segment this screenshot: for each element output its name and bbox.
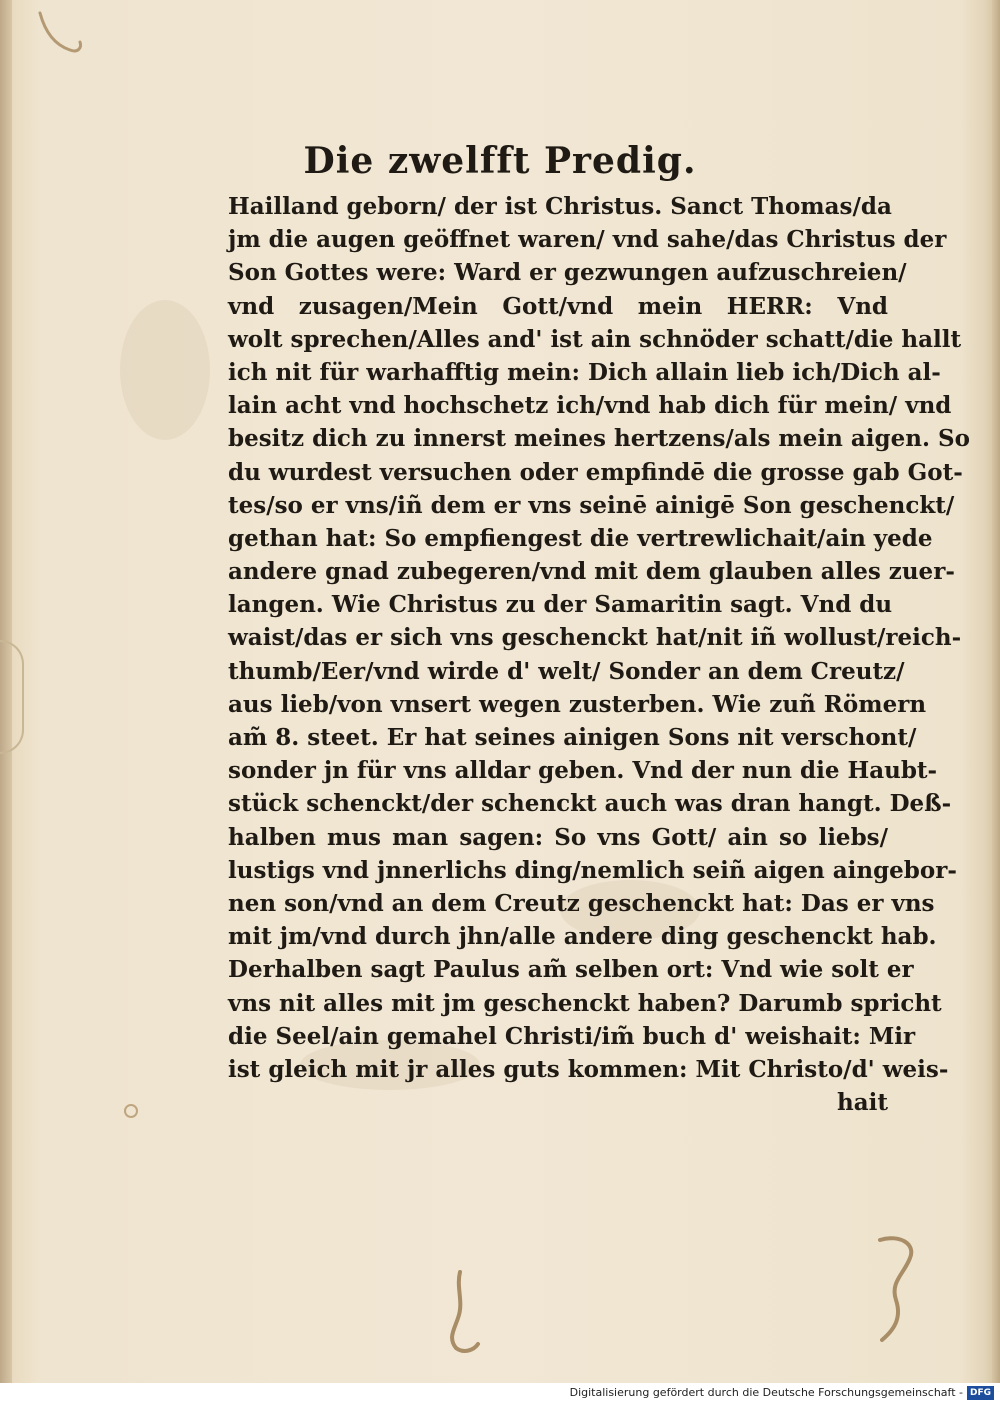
text-line: tes/so er vns/iñ dem er vns seinē ainigē Son geschenckt/: [228, 491, 955, 519]
text-line: ist gleich mit jr alles guts kommen: Mit Christo/d' weis-: [228, 1055, 949, 1083]
text-line: vnd zusagen/Mein Gott/vnd mein HERR: Vnd: [228, 292, 888, 320]
text-line: am̃ 8. steet. Er hat seines ainigen Sons nit verschont/: [228, 724, 917, 751]
text-line: thumb/Eer/vnd wirde d' welt/ Sonder an dem Creutz/: [228, 657, 905, 685]
running-title: Die zwelfft Predig.: [303, 140, 697, 182]
text-line: sonder jn für vns alldar geben. Vnd der nun die Haubt-: [228, 757, 938, 785]
page-right-edge: [992, 0, 1000, 1383]
text-line: die Seel/ain gemahel Christi/im̃ buch d' weishait: Mir: [228, 1022, 916, 1050]
text-line: Hailland geborn/ der ist Christus. Sanct Thomas/da: [228, 193, 892, 220]
text-line: du wurdest versuchen oder empfindē die grosse gab Got-: [228, 458, 963, 486]
worm-hole-icon: [116, 1096, 146, 1126]
text-line: jm die augen geöffnet waren/ vnd sahe/das Christus der: [228, 226, 947, 254]
paper-stain: [120, 300, 210, 440]
text-line: lain acht vnd hochschetz ich/vnd hab dich für mein/ vnd: [228, 392, 952, 420]
text-line: Derhalben sagt Paulus am̃ selben ort: Vnd wie solt er: [228, 956, 914, 984]
text-line: waist/das er sich vns geschenckt hat/nit iñ wollust/reich-: [228, 624, 962, 652]
funding-credit: Digitalisierung gefördert durch die Deutsche Forschungsgemeinschaft -: [569, 1386, 963, 1399]
text-line: vns nit alles mit jm geschenckt haben? Darumb spricht: [228, 989, 942, 1017]
text-line: mit jm/vnd durch jhn/alle andere ding geschenckt hab.: [228, 923, 937, 951]
text-line: wolt sprechen/Alles and' ist ain schnöder schatt/die hallt: [228, 325, 962, 353]
text-line: Son Gottes were: Ward er gezwungen aufzuschreien/: [228, 259, 907, 287]
text-line: halben mus man sagen: So vns Gott/ ain so liebs/: [228, 823, 888, 851]
dfg-logo: DFG: [967, 1386, 994, 1400]
worm-hole-icon: [860, 1230, 940, 1350]
text-line: andere gnad zubegeren/vnd mit dem glauben alles zuer-: [228, 558, 955, 586]
text-line: gethan hat: So empfiengest die vertrewlichait/ain yede: [228, 524, 933, 552]
text-line: stück schenckt/der schenckt auch was dran hangt. Deß-: [228, 790, 952, 818]
catchword: hait: [837, 1089, 888, 1117]
worm-hole-icon: [30, 8, 90, 58]
text-line: ich nit für warhafftig mein: Dich allain lieb ich/Dich al-: [228, 358, 941, 386]
text-line: besitz dich zu innerst meines hertzens/als mein aigen. So: [228, 425, 970, 453]
text-line: nen son/vnd an dem Creutz geschenckt hat: Das er vns: [228, 889, 935, 917]
footer-bar: [0, 1383, 1000, 1403]
body-text: [228, 190, 970, 1119]
worm-hole-icon: [430, 1268, 490, 1358]
text-line: aus lieb/von vnsert wegen zusterben. Wie zuñ Römern: [228, 690, 927, 718]
text-line: langen. Wie Christus zu der Samaritin sagt. Vnd du: [228, 591, 893, 619]
text-line: lustigs vnd jnnerlichs ding/nemlich seiñ aigen aingebor-: [228, 856, 957, 884]
binding-clasp-shadow: [0, 640, 24, 754]
